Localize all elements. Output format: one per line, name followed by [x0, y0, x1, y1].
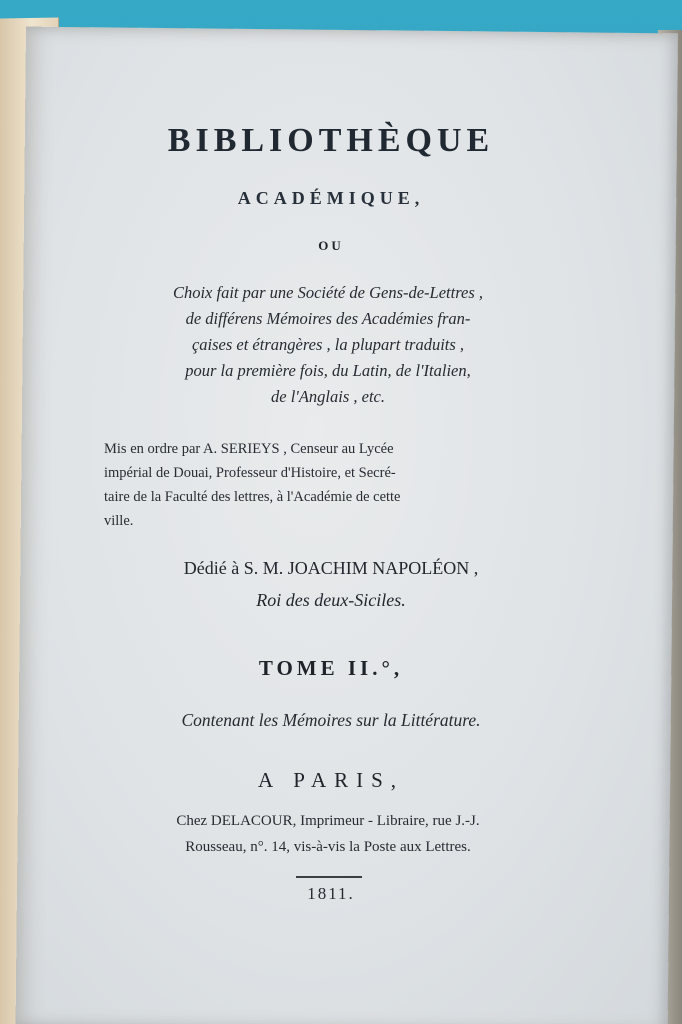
dedication-line: Dédié à S. M. JOACHIM NAPOLÉON ,: [183, 558, 479, 578]
contents-description: Contenant les Mémoires sur la Littérature.: [181, 710, 481, 730]
ou-word: OU: [318, 238, 344, 253]
publisher-line: Chez DELACOUR, Imprimeur - Libraire, rue J.-J.: [176, 813, 480, 829]
publisher-line: Rousseau, n°. 14, vis-à-vis la Poste aux Lettres.: [185, 839, 471, 855]
publication-year: 1811.: [307, 884, 355, 903]
book-subtitle: ACADÉMIQUE,: [237, 188, 425, 208]
description-line: Choix fait par une Société de Gens-de-Lettres ,: [172, 283, 484, 302]
description-line: de l'Anglais , etc.: [271, 387, 385, 406]
description-block: [108, 280, 548, 410]
city-label: A PARIS,: [257, 768, 405, 792]
dedication-subline: Roi des deux-Siciles.: [256, 590, 406, 610]
description-line: çaises et étrangères , la plupart traduits ,: [191, 335, 465, 354]
description-line: de différens Mémoires des Académies fran-: [185, 309, 471, 328]
editor-line: impérial de Douai, Professeur d'Histoire, et Secré-: [104, 465, 396, 481]
book-title: BIBLIOTHÈQUE: [167, 122, 495, 159]
editor-line: ville.: [104, 513, 134, 529]
publisher-block: [98, 808, 558, 860]
editor-block: [104, 437, 544, 533]
editor-line: taire de la Faculté des lettres, à l'Académie de cette: [104, 489, 401, 505]
divider-rule: [296, 876, 362, 878]
description-line: pour la première fois, du Latin, de l'Italien,: [185, 361, 471, 380]
editor-line: Mis en ordre par A. SERIEYS , Censeur au Lycée: [104, 441, 394, 457]
volume-label: TOME II.°,: [258, 656, 404, 680]
